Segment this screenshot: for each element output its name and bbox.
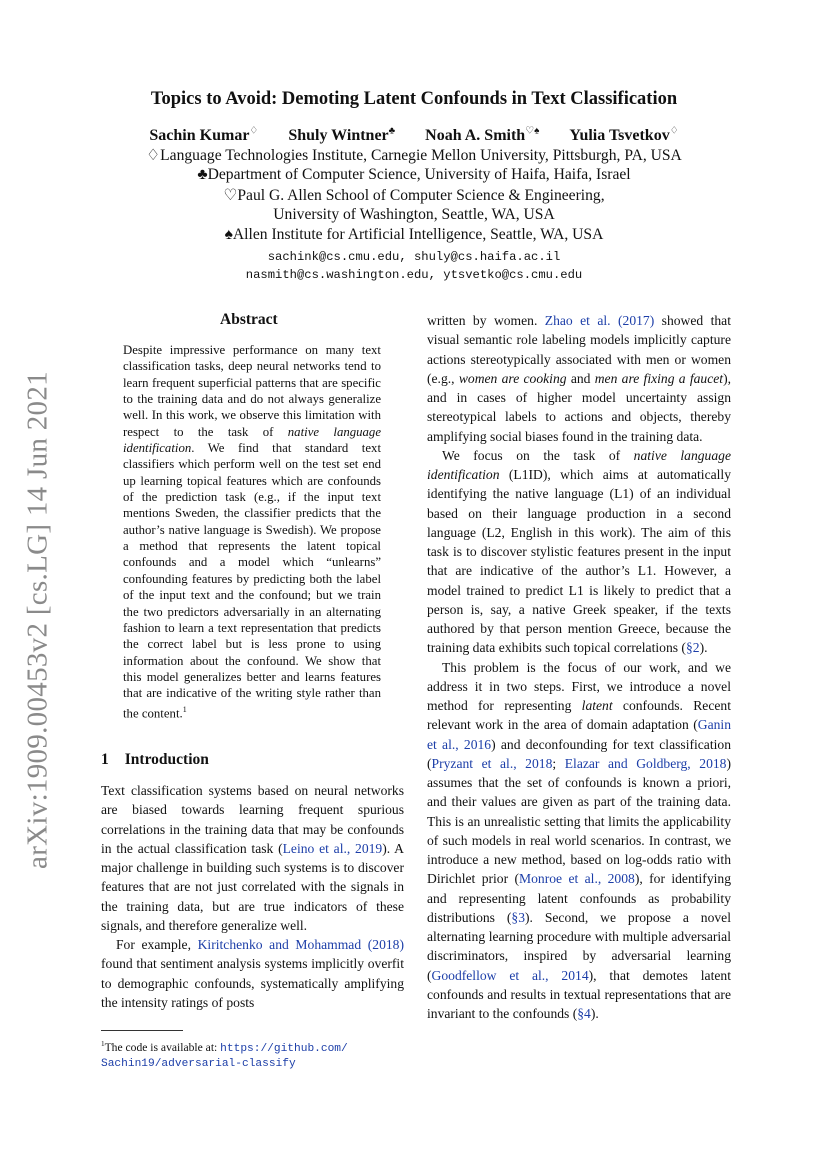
footnote-rule — [101, 1030, 183, 1031]
section-ref-link[interactable]: §3 — [511, 909, 525, 925]
paragraph: Text classification systems based on neural networks are biased towards learning frequent spurious correlations in the training data that may be confounds in the actual classification task (Leino et al., 2019). A major challenge in building such systems is to discover features that are not just correlated with the signals in the training data, but are true indicators of these signals, and therefore generalize well. — [101, 783, 404, 933]
section-ref-link[interactable]: §4 — [577, 1006, 591, 1021]
affiliation: ♡Paul G. Allen School of Computer Science & Engineering, — [223, 187, 605, 204]
citation-link[interactable]: Elazar and Goldberg, 2018 — [564, 755, 727, 771]
citation-link[interactable]: Leino et al., 2019 — [282, 840, 383, 856]
affiliation: University of Washington, Seattle, WA, USA — [273, 206, 555, 223]
section-ref-link[interactable]: §2 — [685, 640, 700, 656]
arxiv-watermark — [18, 360, 58, 880]
email-line: nasmith@cs.washington.edu, ytsvetko@cs.cmu.edu — [245, 268, 583, 282]
author: Sachin Kumar♢ — [149, 126, 259, 145]
citation-link[interactable]: Pryzant et al., 2018 — [431, 755, 553, 771]
affiliation: ♢Language Technologies Institute, Carnegie Mellon University, Pittsburgh, PA, USA — [146, 147, 682, 164]
section-heading: 1 Introduction — [101, 751, 209, 768]
affiliation: ♠Allen Institute for Artificial Intelligence, Seattle, WA, USA — [224, 226, 604, 243]
left-column — [101, 781, 404, 1012]
author-list — [0, 126, 828, 145]
citation-link[interactable]: Goodfellow et al., 2014 — [431, 967, 589, 983]
affiliation: ♣Department of Computer Science, University of Haifa, Haifa, Israel — [197, 166, 631, 183]
arxiv-id: arXiv:1909.00453v2 [cs.LG] 14 Jun 2021 — [21, 371, 54, 869]
citation-link[interactable]: Kiritchenko and Mohammad (2018) — [197, 937, 405, 952]
paragraph: This problem is the focus of our work, and we address it in two steps. First, we introduce a novel method for representing latent confounds. Recent relevant work in the area of domain adaptation (Ganin et al., 2016) and deconfounding for text classification (Pryzant et al., 2018; Elazar and Goldberg, 2018) assumes that the set of confounds is known a priori, and their values are given as part of the training data. This is an unrealistic setting that limits the applicability of such models in real world scenarios. In contrast, we introduce a new method, based on log-odds ratio with Dirichlet prior (Monroe et al., 2008), for identifying and representing latent confounds as probability distributions (§3). Second, we propose a novel alternating learning procedure with multiple adversarial discriminators, inspired by adversarial learning (Goodfellow et al., 2014), that demotes latent confounds and results in textual representations that are invariant to the confounds (§4). — [427, 659, 731, 1021]
email-line: sachink@cs.cmu.edu, shuly@cs.haifa.ac.il — [267, 250, 561, 264]
abstract-heading: Abstract — [220, 311, 278, 328]
paragraph: We focus on the task of native language identification (L1ID), which aims at automatically identifying the native language (L1) of an individual based on their language production in a second language (L2, English in this work). The aim of this task is to discover stylistic features present in the input that are indicative of the author’s L1. However, a model trained to predict L1 is likely to predict that a person is, say, a native Greek speaker, if the texts authored by that person mention Greece, because the training data exhibits such topical correlations (§2). — [427, 447, 731, 656]
citation-link[interactable]: Monroe et al., 2008 — [519, 871, 635, 887]
citation-link[interactable]: Zhao et al. (2017) — [544, 313, 655, 328]
abstract-text: Despite impressive performance on many text classification tasks, deep neural networks tend to learn frequent superficial patterns that are specific to the training data and do not always generalize well. In this work, we observe this limitation with respect to the task of native language identification. We find that standard text classifiers which perform well on the test set end up learning topical features which are confounds of the prediction task (e.g., if the input text mentions Sweden, the classifier predicts that the author’s native language is Swedish). We propose a method that represents the latent topical confounds and a model which “unlearns” confounding features by predicting both the label of the input text and the confound; but we train the two predictors adversarially in an alternating fashion to learn a text representation that predicts the correct label but is less prone to using information about the confound. We show that this model generalizes better and learns features that are indicative of the writing style rather than the content.$^1$ — [123, 343, 382, 720]
paragraph: written by women. Zhao et al. (2017) showed that visual semantic role labeling models implicitly capture actions stereotypically associated with men or women (e.g., women are cooking and men are fixing a faucet), and in cases of higher model uncertainty assign stereotypical labels to actions and objects, thereby amplifying social biases found in the training data. — [427, 313, 731, 444]
author: Noah A. Smith♡♠ — [425, 126, 540, 145]
author: Shuly Wintner♣ — [288, 126, 396, 145]
citation-link[interactable]: Ganin et al., 2016 — [427, 717, 731, 752]
paragraph: For example, Kiritchenko and Mohammad (2018) found that sentiment analysis systems implicitly overfit to demographic confounds, systematically amplifying the intensity ratings of posts — [101, 937, 405, 1010]
paper-title: Topics to Avoid: Demoting Latent Confounds in Text Classification — [150, 89, 678, 109]
footnote-mark: 1 — [182, 704, 187, 714]
right-column — [427, 311, 731, 1023]
author: Yulia Tsvetkov♢ — [569, 126, 679, 145]
code-url-link[interactable]: https://github.com/ Sachin19/adversarial-classify — [101, 1042, 348, 1071]
footnote: $^1$The code is available at: https://github.com/ Sachin19/adversarial-classify — [101, 1040, 348, 1071]
